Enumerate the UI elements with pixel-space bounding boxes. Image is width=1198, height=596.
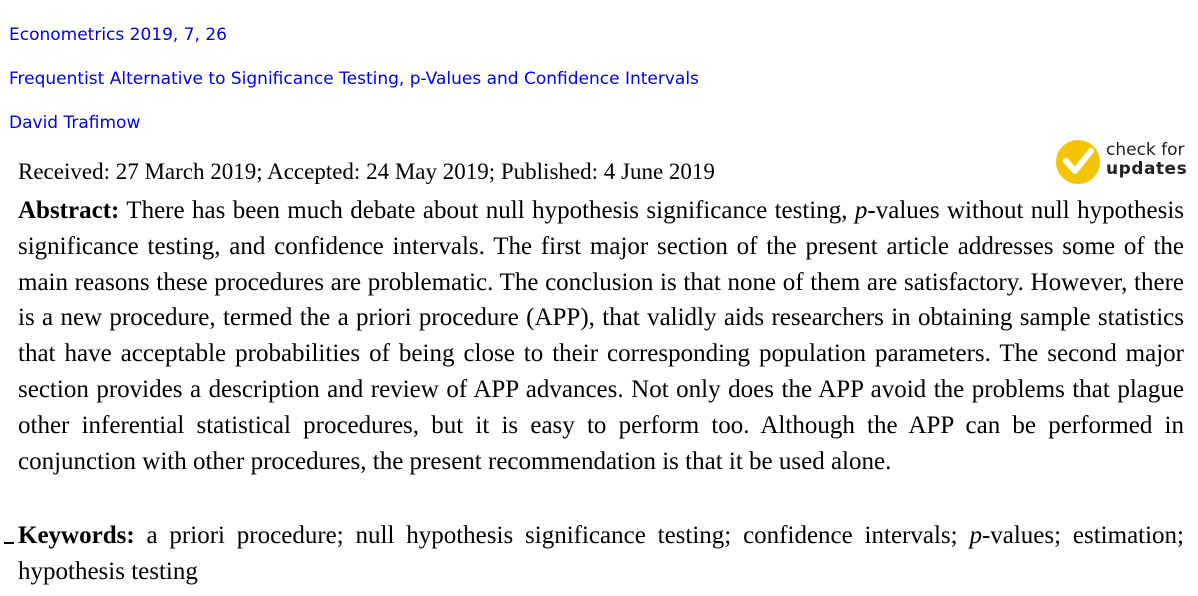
keywords-italic-p: p	[969, 522, 982, 549]
journal-link[interactable]: Econometrics 2019, 7, 26	[9, 25, 227, 45]
keywords-paragraph	[18, 518, 1184, 590]
publication-dates: Received: 27 March 2019; Accepted: 24 May 2019; Published: 4 June 2019	[18, 159, 715, 184]
abstract-text-part1: There has been much debate about null hypothesis significance testing,	[119, 197, 855, 224]
keywords-label: Keywords:	[18, 522, 135, 549]
article-title-link[interactable]: Frequentist Alternative to Significance Testing, p-Values and Confidence Intervals	[9, 69, 699, 89]
margin-mark	[4, 542, 14, 544]
check-for-updates-badge[interactable]	[1054, 138, 1194, 186]
abstract-label: Abstract:	[18, 197, 120, 224]
keywords-text-part2: -values; estimation; hypothesis testing	[18, 522, 1185, 585]
badge-line1: check for	[1106, 140, 1185, 160]
keywords-text-part1: a priori procedure; null hypothesis significance testing; confidence intervals;	[134, 522, 970, 549]
abstract-paragraph	[18, 193, 1184, 479]
badge-line2: updates	[1106, 159, 1188, 179]
check-circle-icon	[1054, 138, 1102, 186]
abstract-italic-p: p	[854, 197, 868, 224]
author-link[interactable]: David Trafimow	[9, 113, 141, 133]
abstract-text-part2: -values without null hypothesis significance testing, and confidence intervals. The first major section of the present article addresses some of the main reasons these procedures are problematic. The conclusion is that none of them are satisfactory. However, there is a new procedure, termed the a priori procedure (APP), that validly aids researchers in obtaining sample statistics that have acceptable probabilities of being close to their corresponding population parameters. The second major section provides a description and review of APP advances. Not only does the APP avoid the problems that plague other inferential statistical procedures, but it is easy to perform too. Although the APP can be performed in conjunction with other procedures, the present recommendation is that it be used alone.	[18, 197, 1185, 475]
